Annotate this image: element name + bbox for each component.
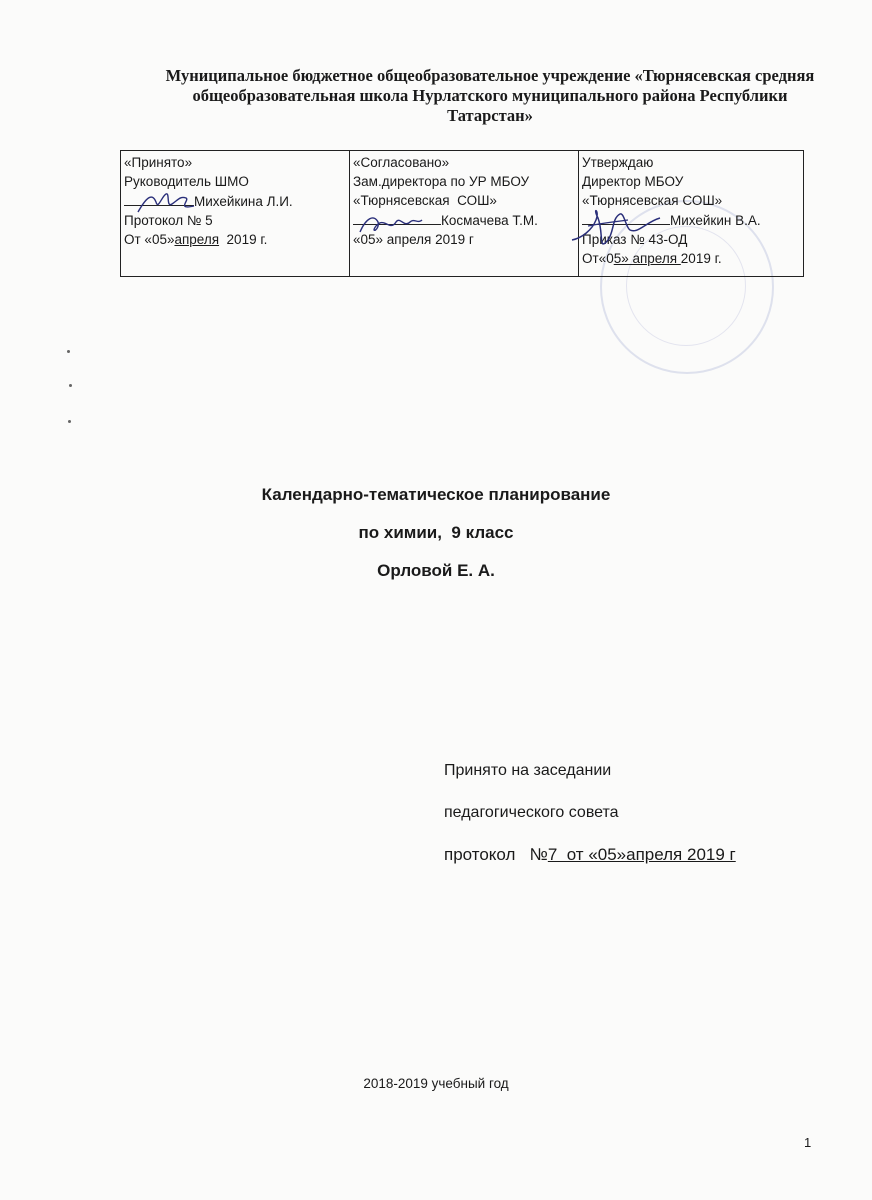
approval-role: Руководитель ШМО [124,174,249,189]
school-name: «Тюрнясевская СОШ» [353,193,497,208]
date-part: От«0 [582,251,614,266]
scan-speck [69,384,72,387]
protocol-prefix: протокол № [444,845,548,864]
scan-speck [67,350,70,353]
subject-grade: по химии, 9 класс [358,523,514,542]
approval-title: «Принято» [124,155,193,170]
council-line: педагогического совета [444,804,619,821]
council-protocol [444,845,736,865]
signature-mikheykin-icon [568,200,668,260]
signer-name: Михейкин В.А. [670,213,761,228]
date-part: 2019 г. [219,232,268,247]
approval-role: Директор МБОУ [582,174,684,189]
approval-date: «05» апреля 2019 г [353,232,474,247]
school-name: «Тюрнясевская СОШ» [582,193,723,208]
approval-title: «Согласовано» [353,155,450,170]
signer-name: Михейкина Л.И. [194,194,293,209]
approval-date [124,230,346,249]
teacher-name: Орловой Е. А. [377,561,495,580]
institution-header [140,66,840,126]
signer-name: Космачева Т.М. [441,213,538,228]
protocol-number: Протокол № 5 [124,213,213,228]
council-line: Принято на заседании [444,762,612,779]
approval-title: Утверждаю [582,155,654,170]
date-part: 2019 г. [680,251,722,266]
signature-kosmacheva-icon [356,210,426,240]
date-part: 5» апреля [613,251,681,266]
scan-speck [68,420,71,423]
protocol-date: 7 от «05»апреля 2019 г [547,845,736,864]
approval-role: Зам.директора по УР МБОУ [353,174,530,189]
approvals-table [120,150,804,277]
academic-year: 2018-2019 учебный год [363,1076,509,1091]
date-part: апреля [174,232,220,247]
date-part: От «05» [124,232,175,247]
header-line: Татарстан» [447,106,533,125]
header-line: Муниципальное бюджетное общеобразовательное учреждение «Тюрнясевская средняя [165,66,815,85]
document-title: Календарно-тематическое планирование [261,485,611,504]
header-line: общеобразовательная школа Нурлатского муниципального района Республики [192,86,788,105]
page-number: 1 [804,1135,812,1150]
order-number: Приказ № 43-ОД [582,232,688,247]
signature-mikheykina-icon [136,188,196,218]
